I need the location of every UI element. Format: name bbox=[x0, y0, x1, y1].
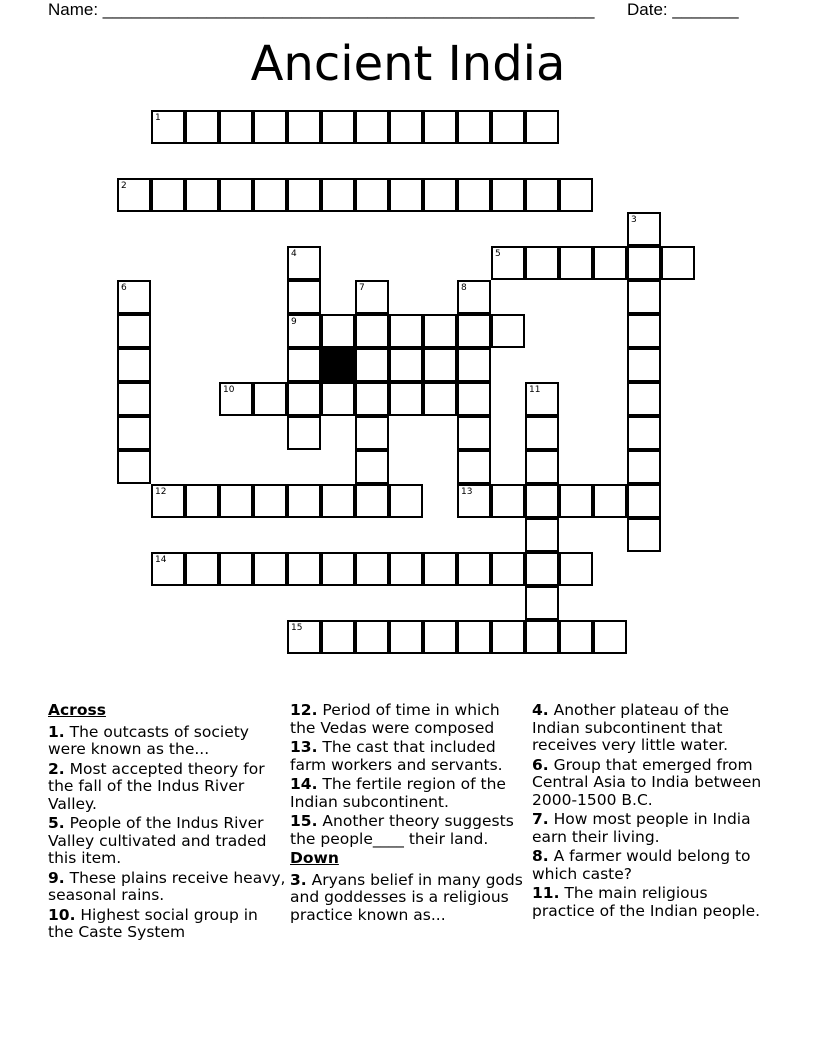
grid-cell[interactable] bbox=[491, 484, 525, 518]
clue-across-2 bbox=[48, 761, 286, 814]
clue-number: 11. bbox=[532, 884, 560, 902]
grid-cell[interactable] bbox=[253, 484, 287, 518]
grid-cell[interactable] bbox=[457, 416, 491, 450]
grid-cell[interactable] bbox=[287, 484, 321, 518]
grid-cell[interactable] bbox=[627, 518, 661, 552]
grid-cell[interactable] bbox=[219, 552, 253, 586]
clue-down-7 bbox=[532, 811, 772, 846]
grid-cell[interactable] bbox=[355, 382, 389, 416]
clue-number: 8. bbox=[532, 847, 549, 865]
grid-cell[interactable] bbox=[151, 178, 185, 212]
grid-cell[interactable] bbox=[253, 382, 287, 416]
down-heading: Down bbox=[290, 849, 339, 867]
grid-cell[interactable] bbox=[525, 552, 559, 586]
clue-text: The outcasts of society were known as the... bbox=[48, 722, 249, 758]
grid-cell[interactable] bbox=[457, 314, 491, 348]
grid-cell[interactable] bbox=[185, 110, 219, 144]
black-square bbox=[321, 348, 355, 382]
clue-down-11 bbox=[532, 885, 772, 920]
clue-number: 10. bbox=[48, 905, 76, 924]
grid-cell[interactable] bbox=[185, 552, 219, 586]
grid-cell[interactable] bbox=[525, 518, 559, 552]
clue-across-10 bbox=[48, 907, 286, 942]
grid-cell[interactable] bbox=[457, 178, 491, 212]
grid-cell[interactable] bbox=[457, 620, 491, 654]
grid-cell[interactable] bbox=[389, 178, 423, 212]
clue-across-1 bbox=[48, 724, 286, 759]
clue-number: 1. bbox=[48, 722, 65, 741]
clue-number: 6. bbox=[532, 755, 549, 774]
grid-cell[interactable] bbox=[593, 620, 627, 654]
grid-cell[interactable] bbox=[627, 416, 661, 450]
clue-number: 3. bbox=[290, 870, 307, 889]
grid-cell[interactable] bbox=[593, 246, 627, 280]
clue-number: 5. bbox=[48, 814, 65, 832]
clue-number: 15. bbox=[290, 812, 318, 830]
grid-cell[interactable] bbox=[389, 348, 423, 382]
grid-cell[interactable] bbox=[117, 314, 151, 348]
clue-number: 7. bbox=[532, 810, 549, 828]
grid-cell[interactable] bbox=[457, 484, 491, 518]
grid-cell[interactable] bbox=[525, 484, 559, 518]
grid-cell[interactable] bbox=[627, 212, 661, 246]
grid-cell[interactable] bbox=[559, 620, 593, 654]
grid-cell[interactable] bbox=[151, 552, 185, 586]
grid-cell[interactable] bbox=[287, 382, 321, 416]
page-title: Ancient India bbox=[250, 36, 566, 92]
clue-number: 13. bbox=[290, 738, 318, 756]
grid-cell[interactable] bbox=[253, 178, 287, 212]
grid-cell[interactable] bbox=[491, 110, 525, 144]
grid-cell[interactable] bbox=[321, 110, 355, 144]
clue-number: 12. bbox=[290, 701, 318, 719]
clue-text: Period of time in which the Vedas were composed bbox=[290, 701, 500, 737]
grid-cell[interactable] bbox=[457, 382, 491, 416]
grid-cell[interactable] bbox=[355, 110, 389, 144]
cell-number: 9 bbox=[291, 317, 297, 327]
clue-text: Group that emerged from Central Asia to India between 2000-1500 B.C. bbox=[532, 755, 762, 809]
grid-cell[interactable] bbox=[287, 552, 321, 586]
grid-cell[interactable] bbox=[389, 620, 423, 654]
cell-number: 11 bbox=[529, 385, 541, 395]
grid-cell[interactable] bbox=[355, 484, 389, 518]
grid-cell[interactable] bbox=[287, 178, 321, 212]
grid-cell[interactable] bbox=[627, 450, 661, 484]
clue-number: 4. bbox=[532, 701, 549, 719]
across-heading: Across bbox=[48, 701, 106, 719]
date-label: Date: _______ bbox=[627, 0, 739, 19]
grid-cell[interactable] bbox=[559, 484, 593, 518]
grid-cell[interactable] bbox=[457, 348, 491, 382]
grid-cell[interactable] bbox=[559, 178, 593, 212]
cell-number: 2 bbox=[121, 181, 127, 191]
grid-cell[interactable] bbox=[627, 484, 661, 518]
grid-cell[interactable] bbox=[423, 620, 457, 654]
grid-cell[interactable] bbox=[321, 178, 355, 212]
grid-cell[interactable] bbox=[423, 110, 457, 144]
clues-column-1 bbox=[48, 702, 286, 944]
grid-cell[interactable] bbox=[423, 178, 457, 212]
clue-down-3 bbox=[290, 872, 526, 925]
grid-cell[interactable] bbox=[389, 314, 423, 348]
grid-cell[interactable] bbox=[355, 348, 389, 382]
grid-cell[interactable] bbox=[185, 178, 219, 212]
grid-cell[interactable] bbox=[491, 178, 525, 212]
grid-cell[interactable] bbox=[423, 382, 457, 416]
clue-text: A farmer would belong to which caste? bbox=[532, 847, 751, 883]
cell-number: 15 bbox=[291, 623, 303, 633]
grid-cell[interactable] bbox=[287, 416, 321, 450]
grid-cell[interactable] bbox=[287, 314, 321, 348]
clue-across-13 bbox=[290, 739, 526, 774]
grid-cell[interactable] bbox=[355, 552, 389, 586]
grid-cell[interactable] bbox=[627, 348, 661, 382]
clue-number: 2. bbox=[48, 759, 65, 778]
grid-cell[interactable] bbox=[219, 484, 253, 518]
clue-text: The fertile region of the Indian subcontinent. bbox=[290, 775, 506, 811]
grid-cell[interactable] bbox=[321, 382, 355, 416]
grid-cell[interactable] bbox=[627, 382, 661, 416]
grid-cell[interactable] bbox=[151, 110, 185, 144]
grid-cell[interactable] bbox=[593, 484, 627, 518]
cell-number: 14 bbox=[155, 555, 167, 565]
clue-across-9 bbox=[48, 870, 286, 905]
grid-cell[interactable] bbox=[219, 178, 253, 212]
clue-down-4 bbox=[532, 702, 772, 755]
grid-cell[interactable] bbox=[117, 280, 151, 314]
grid-cell[interactable] bbox=[321, 314, 355, 348]
clue-text: Most accepted theory for the fall of the Indus River Valley. bbox=[48, 759, 265, 813]
grid-cell[interactable] bbox=[287, 620, 321, 654]
name-label: Name: ____________________________________________________ bbox=[48, 0, 595, 19]
grid-cell[interactable] bbox=[389, 110, 423, 144]
grid-cell[interactable] bbox=[559, 552, 593, 586]
grid-cell[interactable] bbox=[457, 280, 491, 314]
grid-cell[interactable] bbox=[525, 450, 559, 484]
grid-cell[interactable] bbox=[253, 110, 287, 144]
grid-cell[interactable] bbox=[389, 484, 423, 518]
clue-number: 9. bbox=[48, 868, 65, 887]
clue-text: Highest social group in the Caste System bbox=[48, 905, 258, 941]
grid-cell[interactable] bbox=[525, 586, 559, 620]
grid-cell[interactable] bbox=[117, 416, 151, 450]
cell-number: 1 bbox=[155, 113, 161, 123]
clue-across-12 bbox=[290, 702, 526, 737]
clue-text: These plains receive heavy, seasonal rains. bbox=[48, 868, 286, 904]
clue-across-14 bbox=[290, 776, 526, 811]
clue-text: The cast that included farm workers and servants. bbox=[290, 738, 503, 774]
grid-cell[interactable] bbox=[321, 620, 355, 654]
clue-text: Another plateau of the Indian subcontinent that receives very little water. bbox=[532, 701, 730, 754]
grid-cell[interactable] bbox=[525, 246, 559, 280]
clue-across-5 bbox=[48, 815, 286, 868]
grid-cell[interactable] bbox=[627, 314, 661, 348]
clue-text: Another theory suggests the people____ their land. bbox=[290, 812, 514, 848]
grid-cell[interactable] bbox=[423, 348, 457, 382]
clue-down-8 bbox=[532, 848, 772, 883]
cell-number: 7 bbox=[359, 283, 365, 293]
grid-cell[interactable] bbox=[423, 552, 457, 586]
grid-cell[interactable] bbox=[389, 382, 423, 416]
grid-cell[interactable] bbox=[491, 552, 525, 586]
grid-cell[interactable] bbox=[627, 280, 661, 314]
grid-cell[interactable] bbox=[117, 382, 151, 416]
grid-cell[interactable] bbox=[355, 314, 389, 348]
grid-cell[interactable] bbox=[287, 348, 321, 382]
grid-cell[interactable] bbox=[355, 620, 389, 654]
clues-column-3 bbox=[532, 702, 772, 922]
grid-cell[interactable] bbox=[491, 246, 525, 280]
grid-cell[interactable] bbox=[287, 280, 321, 314]
grid-cell[interactable] bbox=[355, 178, 389, 212]
grid-cell[interactable] bbox=[117, 348, 151, 382]
grid-cell[interactable] bbox=[287, 246, 321, 280]
clue-text: How most people in India earn their living. bbox=[532, 810, 751, 846]
grid-cell[interactable] bbox=[491, 314, 525, 348]
cell-number: 10 bbox=[223, 385, 235, 395]
grid-cell[interactable] bbox=[559, 246, 593, 280]
grid-cell[interactable] bbox=[525, 178, 559, 212]
grid-cell[interactable] bbox=[525, 620, 559, 654]
grid-cell[interactable] bbox=[355, 450, 389, 484]
grid-cell[interactable] bbox=[355, 416, 389, 450]
grid-cell[interactable] bbox=[627, 246, 661, 280]
clue-across-15 bbox=[290, 813, 526, 848]
cell-number: 3 bbox=[631, 215, 637, 225]
grid-cell[interactable] bbox=[355, 280, 389, 314]
clue-down-6 bbox=[532, 757, 772, 810]
grid-cell[interactable] bbox=[185, 484, 219, 518]
grid-cell[interactable] bbox=[117, 450, 151, 484]
grid-cell[interactable] bbox=[457, 450, 491, 484]
cell-number: 4 bbox=[291, 249, 297, 259]
cell-number: 8 bbox=[461, 283, 467, 293]
grid-cell[interactable] bbox=[491, 620, 525, 654]
cell-number: 12 bbox=[155, 487, 167, 497]
clues-column-2 bbox=[290, 702, 526, 926]
grid-cell[interactable] bbox=[457, 110, 491, 144]
clue-number: 14. bbox=[290, 775, 318, 793]
grid-cell[interactable] bbox=[389, 552, 423, 586]
grid-cell[interactable] bbox=[321, 552, 355, 586]
grid-cell[interactable] bbox=[219, 382, 253, 416]
cell-number: 6 bbox=[121, 283, 127, 293]
cell-number: 5 bbox=[495, 249, 501, 259]
grid-cell[interactable] bbox=[525, 110, 559, 144]
grid-cell[interactable] bbox=[525, 416, 559, 450]
grid-cell[interactable] bbox=[661, 246, 695, 280]
clue-text: People of the Indus River Valley cultivated and traded this item. bbox=[48, 814, 267, 867]
grid-cell[interactable] bbox=[287, 110, 321, 144]
clue-text: Aryans belief in many gods and goddesses is a religious practice known as... bbox=[290, 870, 523, 924]
grid-cell[interactable] bbox=[457, 552, 491, 586]
grid-cell[interactable] bbox=[219, 110, 253, 144]
clue-text: The main religious practice of the Indian people. bbox=[532, 884, 761, 920]
grid-cell[interactable] bbox=[525, 382, 559, 416]
grid-cell[interactable] bbox=[423, 314, 457, 348]
grid-cell[interactable] bbox=[151, 484, 185, 518]
cell-number: 13 bbox=[461, 487, 473, 497]
grid-cell[interactable] bbox=[321, 484, 355, 518]
grid-cell[interactable] bbox=[117, 178, 151, 212]
grid-cell[interactable] bbox=[253, 552, 287, 586]
